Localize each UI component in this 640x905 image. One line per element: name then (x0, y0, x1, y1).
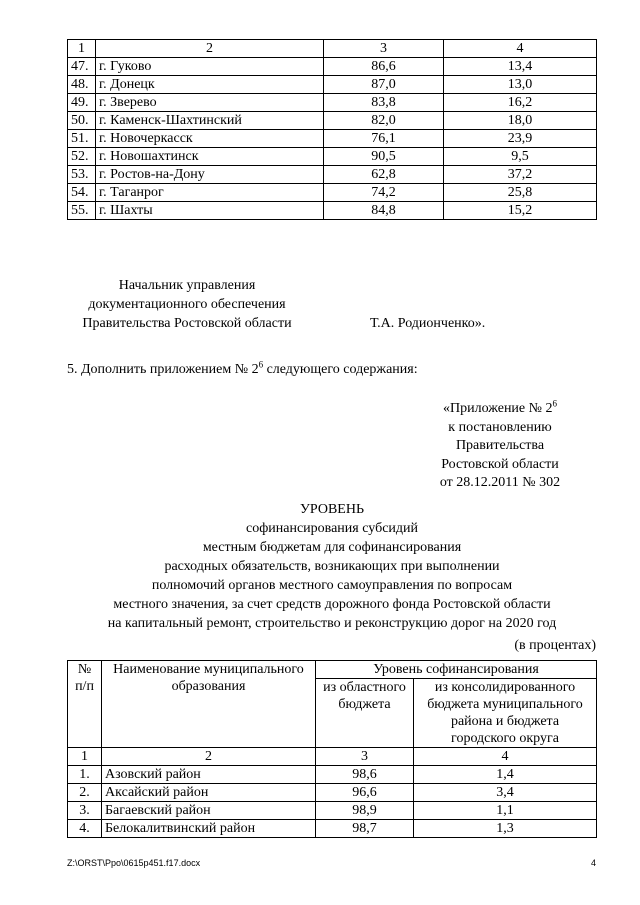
appendix-reference (430, 400, 570, 493)
row-local: 18,0 (444, 112, 597, 130)
header-level: Уровень софинансирования (316, 661, 597, 679)
header-num: № п/п (68, 661, 102, 748)
signature-line: документационного обеспечения (88, 297, 286, 312)
colnum: 4 (414, 748, 597, 766)
row-local: 13,4 (444, 58, 597, 76)
row-local: 16,2 (444, 94, 597, 112)
row-local: 9,5 (444, 148, 597, 166)
page-number: 4 (590, 858, 596, 868)
table-row (68, 148, 597, 166)
table-row (68, 784, 597, 802)
row-num: 48. (68, 76, 96, 94)
col-local: 4 (444, 40, 597, 58)
table-row (68, 802, 597, 820)
row-local: 3,4 (414, 784, 597, 802)
row-num: 2. (68, 784, 102, 802)
header-name: Наименование муниципального образования (102, 661, 316, 748)
col-regional: 3 (324, 40, 444, 58)
heading-line: на капитальный ремонт, строительство и реконструкцию дорог на 2020 год (107, 616, 557, 631)
table-row (68, 166, 597, 184)
row-name: г. Гуково (96, 58, 324, 76)
row-regional: 90,5 (324, 148, 444, 166)
table-row (68, 112, 597, 130)
signature-name: Т.А. Родионченко». (370, 316, 486, 331)
units-label: (в процентах) (514, 638, 596, 653)
appendix-line: от 28.12.2011 № 302 (439, 475, 561, 490)
colnum: 3 (316, 748, 414, 766)
row-local: 23,9 (444, 130, 597, 148)
colnum: 2 (102, 748, 316, 766)
row-name: Белокалитвинский район (102, 820, 316, 838)
table-header-row (68, 661, 597, 679)
signature-line: Начальник управления (118, 278, 256, 293)
signature-line: Правительства Ростовской области (82, 316, 292, 331)
table-row (68, 820, 597, 838)
row-regional: 96,6 (316, 784, 414, 802)
row-name: г. Новочеркасск (96, 130, 324, 148)
table-header-row (68, 40, 597, 58)
row-local: 25,8 (444, 184, 597, 202)
row-name: г. Каменск-Шахтинский (96, 112, 324, 130)
row-num: 50. (68, 112, 96, 130)
row-local: 1,3 (414, 820, 597, 838)
heading-line: расходных обязательств, возникающих при выполнении (164, 559, 500, 574)
row-num: 55. (68, 202, 96, 220)
table-row (68, 184, 597, 202)
row-regional: 98,7 (316, 820, 414, 838)
row-name: г. Шахты (96, 202, 324, 220)
colnum: 1 (68, 748, 102, 766)
row-num: 4. (68, 820, 102, 838)
row-regional: 76,1 (324, 130, 444, 148)
row-name: г. Таганрог (96, 184, 324, 202)
row-num: 3. (68, 802, 102, 820)
appendix-line: Правительства (455, 438, 545, 453)
superscript: 6 (258, 359, 264, 370)
row-name: Азовский район (102, 766, 316, 784)
col-num: 1 (68, 40, 96, 58)
paragraph-5 (67, 359, 418, 378)
heading-line: местного значения, за счет средств дорожного фонда Ростовской области (113, 597, 551, 612)
row-regional: 98,6 (316, 766, 414, 784)
table-row (68, 76, 597, 94)
row-regional: 98,9 (316, 802, 414, 820)
table-row (68, 58, 597, 76)
paragraph-text: следующего содержания: (263, 362, 418, 377)
row-name: г. Ростов-на-Дону (96, 166, 324, 184)
row-num: 49. (68, 94, 96, 112)
table-row (68, 766, 597, 784)
row-num: 51. (68, 130, 96, 148)
row-local: 37,2 (444, 166, 597, 184)
header-regional: из областного бюджета (316, 679, 414, 748)
row-name: г. Донецк (96, 76, 324, 94)
appendix-text: «Приложение № 2 (443, 401, 553, 416)
continued-table (67, 39, 597, 220)
table-colnum-row (68, 748, 597, 766)
row-local: 1,1 (414, 802, 597, 820)
table-row (68, 202, 597, 220)
row-regional: 83,8 (324, 94, 444, 112)
row-num: 1. (68, 766, 102, 784)
table-row (68, 94, 597, 112)
row-regional: 82,0 (324, 112, 444, 130)
signature-title (72, 276, 302, 333)
appendix-line: Ростовской области (441, 456, 559, 472)
cofinancing-table (67, 660, 597, 838)
document-heading (67, 500, 597, 633)
row-regional: 86,6 (324, 58, 444, 76)
row-num: 52. (68, 148, 96, 166)
heading-title: УРОВЕНЬ (299, 502, 365, 517)
row-name: г. Зверево (96, 94, 324, 112)
heading-line: софинансирования субсидий (245, 521, 419, 536)
heading-line: местным бюджетам для софинансирования (202, 540, 462, 555)
row-regional: 74,2 (324, 184, 444, 202)
row-num: 47. (68, 58, 96, 76)
footer-path: Z:\ORST\Ppo\0615p451.f17.docx (67, 858, 201, 868)
col-name: 2 (96, 40, 324, 58)
row-name: Аксайский район (102, 784, 316, 802)
heading-line: полномочий органов местного самоуправления по вопросам (151, 578, 513, 593)
row-regional: 84,8 (324, 202, 444, 220)
row-regional: 62,8 (324, 166, 444, 184)
row-local: 1,4 (414, 766, 597, 784)
row-name: Багаевский район (102, 802, 316, 820)
row-name: г. Новошахтинск (96, 148, 324, 166)
row-local: 13,0 (444, 76, 597, 94)
row-local: 15,2 (444, 202, 597, 220)
row-num: 53. (68, 166, 96, 184)
row-regional: 87,0 (324, 76, 444, 94)
table-row (68, 130, 597, 148)
paragraph-text: 5. Дополнить приложением № 2 (67, 362, 259, 377)
row-num: 54. (68, 184, 96, 202)
appendix-line (430, 400, 570, 419)
appendix-line: к постановлению (448, 419, 552, 435)
header-local: из консолидированного бюджета муниципального района и бюджета городского округа (414, 679, 597, 748)
superscript: 6 (552, 398, 557, 409)
